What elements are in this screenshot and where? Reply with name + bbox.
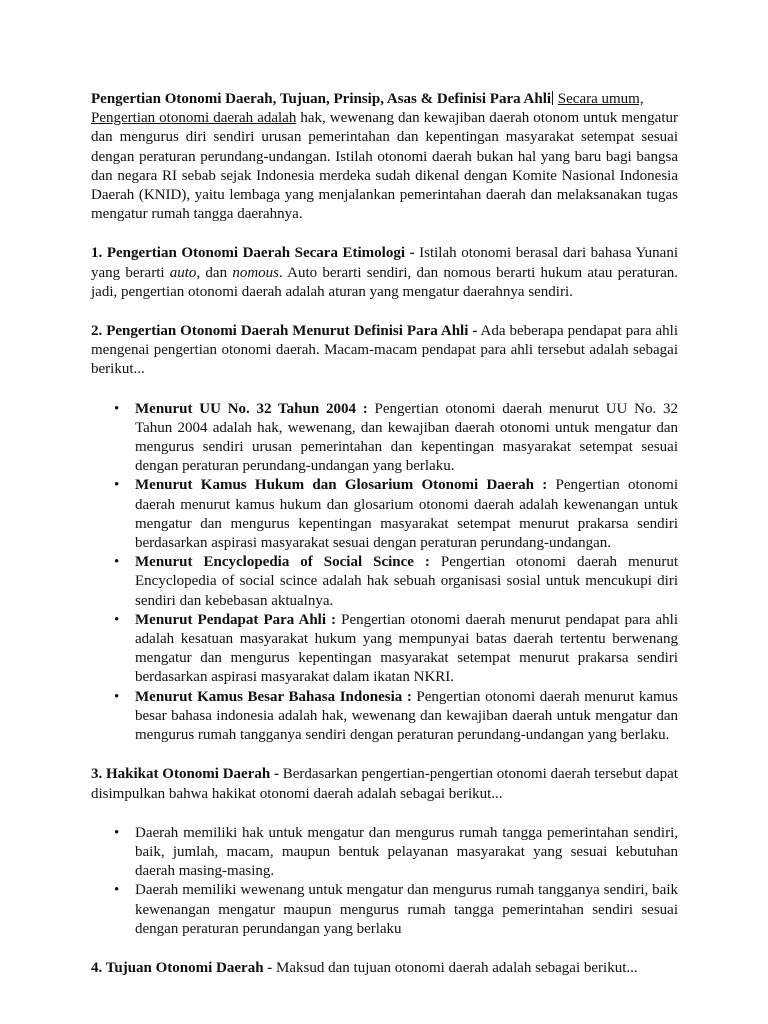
section-2-paragraph (91, 322, 678, 380)
section-1-term-nomous: nomous (232, 264, 279, 281)
section-4-text: Maksud dan tujuan otonomi daerah adalah sebagai berikut... (272, 959, 638, 976)
section-3-paragraph (91, 765, 678, 803)
list-item-text: Daerah memiliki hak untuk mengatur dan mengurus rumah tangga pemerintahan sendiri, baik, jumlah, macam, maupun bentuk pelayanan masyarakat yang sesuai kebutuhan daerah masing-masing. (135, 824, 678, 880)
section-3-text: Berdasarkan pengertian-pengertian otonomi daerah tersebut dapat disimpulkan bahwa hakikat otonomi daerah adalah sebagai berikut... (91, 766, 678, 802)
text-cursor (552, 91, 553, 105)
list-item (91, 400, 678, 477)
intro-link-pengertian[interactable]: Pengertian otonomi daerah adalah (91, 110, 297, 127)
bullet-icon: • (114, 882, 120, 899)
section-3-heading: 3. Hakikat Otonomi Daerah - (91, 766, 279, 783)
document-page (91, 90, 678, 978)
list-item-text: Daerah memiliki wewenang untuk mengatur dan mengurus rumah tangganya sendiri, baik kewenangan mengatur maupun mengurus rumah tangga pemerintahan sendiri sesuai dengan peraturan perundangan yang berlaku (135, 882, 678, 937)
list-item-text: Pengertian otonomi daerah menurut kamus hukum dan glosarium otonomi daerah adalah kewenangan untuk mengatur dan mengurus kepentingan masyarakat setempat menurut prakarsa sendiri berdasarkan aspirasi masyarakat sesuai dengan peraturan perundang-undangan. (135, 477, 679, 552)
list-item-text: Pengertian otonomi daerah menurut Encyclopedia of social scince adalah hak sebuah organisasi sosial untuk mencukupi diri sendiri dan kebebasan aktualnya. (135, 554, 678, 609)
list-item (91, 688, 678, 746)
section-2-heading: 2. Pengertian Otonomi Daerah Menurut Definisi Para Ahli - (91, 323, 478, 340)
bullet-icon: • (114, 824, 120, 841)
document-title: Pengertian Otonomi Daerah, Tujuan, Prinsip, Asas & Definisi Para Ahli (91, 91, 552, 107)
list-item-label: Menurut Encyclopedia of Social Scince : (135, 554, 430, 571)
list-item (91, 881, 678, 939)
section-1-text-c: . Auto berarti sendiri, dan nomous berarti hukum atau peraturan. jadi, pengertian otonomi daerah adalah aturan yang mengatur daerahnya sendiri. (91, 264, 678, 300)
list-item-label: Menurut UU No. 32 Tahun 2004 : (135, 400, 368, 417)
section-4-heading: 4. Tujuan Otonomi Daerah - (91, 959, 273, 976)
bullet-icon: • (114, 611, 120, 628)
list-item-text: Pengertian otonomi daerah menurut UU No. 32 Tahun 2004 adalah hak, wewenang, dan kewajiban daerah otonomi untuk mengatur dan mengurus sendiri urusan pemerintahan dan kepentingan masyarakat setempat sesuai dengan peraturan perundang-undangan yang berlaku. (135, 400, 678, 475)
section-1-text-a: Istilah otonomi berasal dari bahasa Yunani yang berarti (91, 245, 678, 281)
section-1-paragraph (91, 244, 678, 302)
bullet-icon: • (114, 688, 120, 705)
bullet-icon: • (114, 400, 120, 417)
list-item-text: Pengertian otonomi daerah menurut pendapat para ahli adalah kesatuan masyarakat hukum yang mempunyai batas daerah tertentu berwenang mengatur dan mengurus kepentingan masyarakat setempat menurut prakarsa sendiri berdasarkan aspirasi masyarakat dalam ikatan NKRI. (135, 611, 678, 686)
list-item-label: Menurut Kamus Hukum dan Glosarium Otonomi Daerah : (135, 477, 548, 494)
list-item (91, 611, 678, 688)
intro-text: hak, wewenang dan kewajiban daerah otonom untuk mengatur dan mengurus diri sendiri urusan pemerintahan dan kepentingan masyarakat setempat sesuai dengan peraturan perundang-undangan. Istilah otonomi daerah bukan hal yang baru bagi bangsa dan negara RI sebab sejak Indonesia merdeka sudah dikenal dengan Komite Nasional Indonesia Daerah (KNID), yaitu lembaga yang menjalankan pemerintahan daerah dan melaksanakan tugas mengatur rumah tangga daerahnya. (91, 110, 678, 223)
intro-paragraph (91, 90, 678, 224)
list-item-text: Pengertian otonomi daerah menurut kamus besar bahasa indonesia adalah hak, wewenang dan kewajiban daerah untuk mengatur dan mengurus rumah tangganya sendiri dengan peraturan perundang-undangan yang berlaku. (135, 688, 678, 744)
section-3-bullet-list (91, 824, 678, 939)
list-item (91, 824, 678, 882)
bullet-icon: • (114, 477, 120, 494)
section-1-text-b: , dan (196, 264, 233, 281)
section-1-term-auto: auto (169, 264, 197, 281)
section-2-text: Ada beberapa pendapat para ahli mengenai pengertian otonomi daerah. Macam-macam pendapat para ahli tersebut adalah sebagai berikut... (91, 323, 678, 378)
list-item-label: Menurut Kamus Besar Bahasa Indonesia : (135, 688, 412, 705)
bullet-icon: • (114, 554, 120, 571)
section-1-heading: 1. Pengertian Otonomi Daerah Secara Etimologi - (91, 245, 415, 262)
intro-link-secara-umum[interactable]: Secara umum, (557, 91, 644, 107)
list-item-label: Menurut Pendapat Para Ahli : (135, 611, 337, 628)
section-4-paragraph (91, 959, 678, 978)
section-2-bullet-list (91, 400, 678, 746)
list-item (91, 553, 678, 611)
list-item (91, 476, 678, 553)
